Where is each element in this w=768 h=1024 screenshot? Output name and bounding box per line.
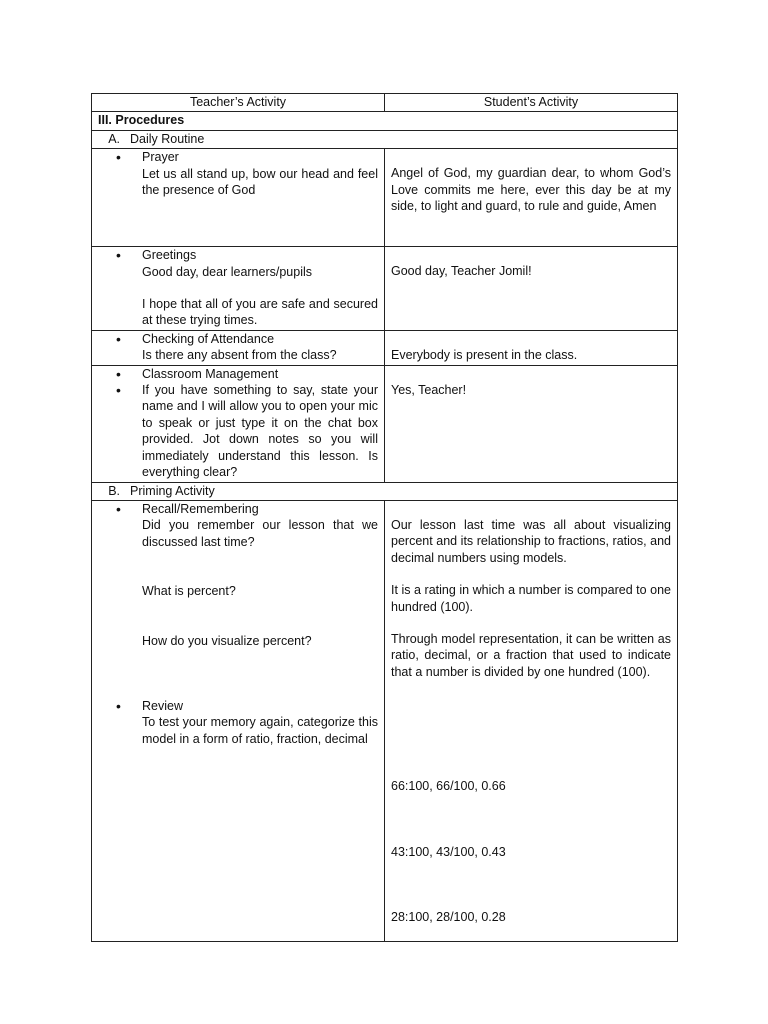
greetings-student-text: Good day, Teacher Jomil! [391, 264, 532, 279]
attendance-teacher-text: Is there any absent from the class? [142, 348, 337, 363]
review-teacher-text: To test your memory again, categorize this model in a form of ratio, fraction, decimal [142, 715, 378, 746]
part-a-row [92, 130, 678, 148]
prayer-title: • Prayer [142, 150, 179, 165]
priming-row [92, 500, 678, 941]
management-row [92, 365, 678, 482]
greetings-title: • Greetings [142, 248, 197, 263]
section-row [92, 112, 678, 130]
management-student-cell [385, 365, 678, 482]
recall-a1: Our lesson last time was all about visualizing percent and its relationship to fractions, ratios, and decimal numbers using models. [391, 517, 671, 565]
greetings-teacher-text-1: Good day, dear learners/pupils [142, 264, 313, 279]
prayer-student-text: Angel of God, my guardian dear, to whom God’s Love commits me here, ever this day be at my side, to light and guard, to rule and guide, Amen [391, 166, 671, 214]
recall-q1: Did you remember our lesson that we discussed last time? [142, 518, 378, 549]
prayer-row [92, 149, 678, 247]
review-answer-2: 43:100, 43/100, 0.43 [391, 844, 506, 859]
attendance-student-text: Everybody is present in the class. [391, 347, 578, 362]
attendance-student-cell [385, 330, 678, 365]
greetings-teacher-cell [92, 247, 385, 331]
part-b-label: Priming Activity [130, 483, 215, 498]
student-activity-header: Student’s Activity [385, 94, 678, 112]
attendance-title: • Checking of Attendance [142, 331, 275, 346]
review-answer-1: 66:100, 66/100, 0.66 [391, 779, 506, 794]
part-b-row [92, 482, 678, 500]
recall-item [142, 501, 378, 698]
management-teacher-text: • If you have something to say, state your name and I will allow you to open your mic to speak or just type it on the chat box provided. Jot down notes so you will immediately understand this lesson. Is everything clear? [142, 382, 378, 480]
prayer-student-cell [385, 149, 678, 247]
recall-q2: What is percent? [142, 584, 236, 599]
attendance-teacher-cell [92, 330, 385, 365]
recall-a2: It is a rating in which a number is compared to one hundred (100). [391, 583, 671, 614]
management-teacher-cell [92, 365, 385, 482]
management-title: • Classroom Management [142, 366, 378, 382]
part-b-heading [92, 482, 678, 500]
part-a-number: A. [108, 131, 120, 146]
attendance-row [92, 330, 678, 365]
recall-q3: How do you visualize percent? [142, 633, 312, 648]
greetings-teacher-text-2: I hope that all of you are safe and secured at these trying times. [142, 297, 378, 328]
table-header-row [92, 94, 678, 112]
priming-teacher-cell [92, 500, 385, 941]
priming-student-cell [385, 500, 678, 941]
review-item [142, 698, 378, 747]
teacher-activity-header: Teacher’s Activity [92, 94, 385, 112]
greetings-row [92, 247, 678, 331]
management-student-text: Yes, Teacher! [391, 382, 467, 397]
recall-a3: Through model representation, it can be written as ratio, decimal, or a fraction that used to indicate that a number is divided by one hundred (100). [391, 631, 671, 679]
part-b-number: B. [108, 483, 120, 498]
prayer-item [142, 149, 378, 198]
prayer-teacher-text: Let us all stand up, bow our head and feel the presence of God [142, 166, 378, 198]
part-a-heading [92, 130, 678, 148]
review-answer-3: 28:100, 28/100, 0.28 [391, 909, 506, 924]
section-title: III. Procedures [92, 112, 678, 130]
greetings-student-cell [385, 247, 678, 331]
lesson-plan-table [91, 93, 678, 942]
prayer-teacher-cell [92, 149, 385, 247]
review-title: • Review [142, 698, 183, 713]
part-a-label: Daily Routine [130, 131, 205, 146]
recall-title: • Recall/Remembering [142, 501, 259, 516]
greetings-item [142, 247, 378, 329]
attendance-item [142, 331, 378, 364]
